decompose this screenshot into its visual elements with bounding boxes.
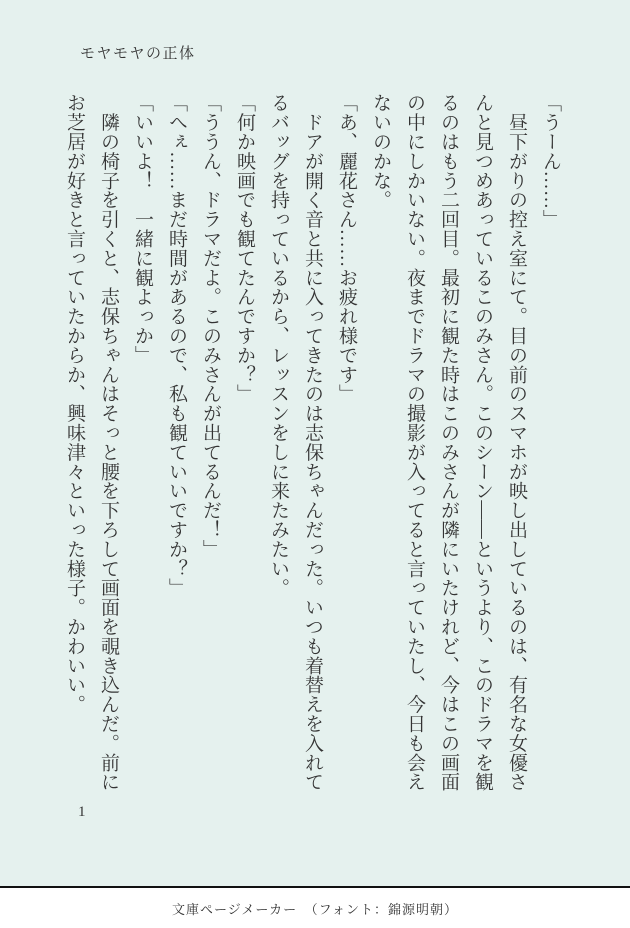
text-line: 「何か映画でも観てたんですか？」 — [234, 93, 255, 404]
body-text — [57, 93, 567, 795]
text-line: るのはもう二回目。最初に観た時はこのみさんが隣にいたけれど、今はこの画面 — [438, 93, 459, 792]
text-line: 「いいよ！ 一緒に観よっか」 — [132, 93, 153, 365]
text-line: 「ううん、ドラマだよ。このみさんが出てるんだ！」 — [200, 93, 221, 559]
text-line: 昼下がりの控え室にて。目の前のスマホが映し出しているのは、有名な女優さ — [506, 93, 527, 792]
text-line: お芝居が好きと言っていたからか、興味津々といった様子。かわいい。 — [64, 93, 85, 714]
page-number: 1 — [78, 804, 86, 820]
text-line: ないのかな。 — [370, 93, 391, 210]
footer-credit: 文庫ページメーカー （フォント：錦源明朝） — [172, 901, 458, 917]
text-line: の中にしかいない。夜までドラマの撮影が入ってると言っていたし、今日も会え — [404, 93, 425, 792]
text-line: ドアが開く音と共に入ってきたのは志保ちゃんだった。いつも着替えを入れて — [302, 93, 323, 792]
page-title: モヤモヤの正体 — [80, 46, 196, 62]
footer-bar — [0, 886, 630, 928]
text-line: るバッグを持っているから、レッスンをしに来たみたい。 — [268, 93, 289, 598]
text-line: 「へぇ……まだ時間があるので、私も観ていいですか？」 — [166, 93, 187, 598]
text-line: 隣の椅子を引くと、志保ちゃんはそっと腰を下ろして画面を覗き込んだ。前に — [98, 93, 119, 792]
text-line: んと見つめあっているこのみさん。このシーン――というより、このドラマを観 — [472, 93, 493, 792]
text-line: 「あ、麗花さん……お疲れ様です」 — [336, 93, 357, 404]
text-line: 「うーん……」 — [540, 93, 561, 229]
